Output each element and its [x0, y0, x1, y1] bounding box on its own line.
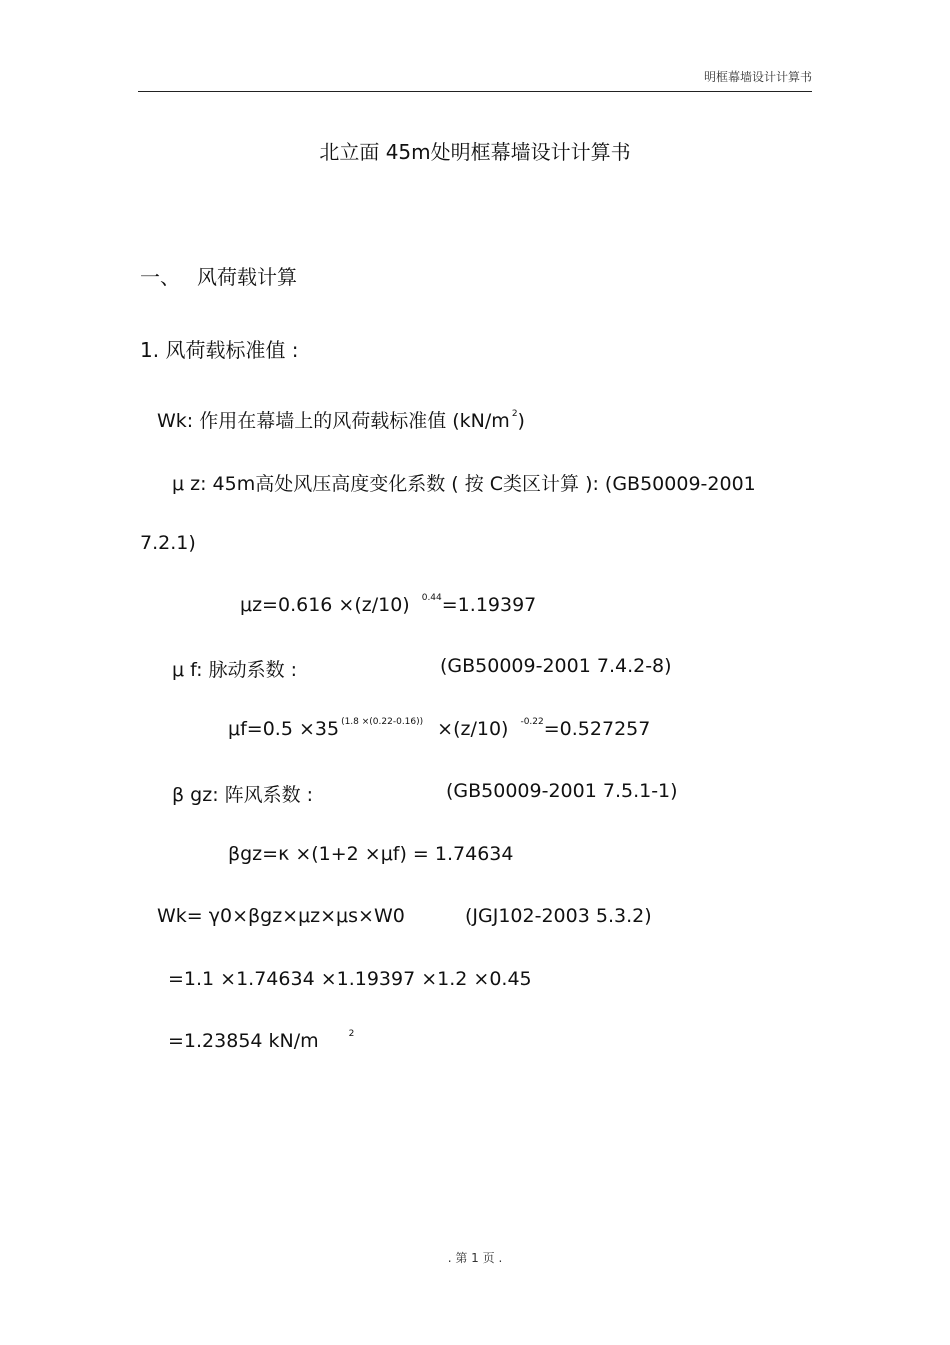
- wk-definition-text: Wk: 作用在幕墙上的风荷载标准值 (kN/m: [157, 410, 510, 432]
- muz-formula-result: =1.19397: [441, 594, 537, 616]
- document-title: 北立面 45m处明框幕墙设计计算书: [319, 140, 631, 164]
- wk-result-exponent: 2: [348, 1029, 355, 1039]
- muz-formula: [240, 594, 536, 616]
- muz-definition-continued: 7.2.1): [140, 532, 196, 554]
- muf-formula: [228, 718, 650, 740]
- wk-definition: [157, 406, 525, 433]
- muf-formula-base: μf=0.5 ×35: [228, 718, 340, 740]
- header-title: 明框幕墙设计计算书: [703, 70, 812, 84]
- wk-result: [168, 1030, 354, 1052]
- muf-formula-middle: ×(z/10): [437, 718, 509, 740]
- muf-formula-result: =0.527257: [543, 718, 651, 740]
- bgz-reference: (GB50009-2001 7.5.1-1): [446, 780, 678, 802]
- wk-definition-close: ): [517, 410, 525, 432]
- wk-formula: Wk= γ0×βgz×μz×μs×W0: [157, 905, 405, 927]
- wk-unit-exponent: 2: [511, 409, 518, 419]
- bgz-formula: βgz=κ ×(1+2 ×μf) = 1.74634: [228, 843, 514, 865]
- bgz-definition: β gz: 阵风系数 :: [172, 784, 314, 806]
- wk-result-value: =1.23854 kN/m: [168, 1030, 319, 1052]
- section-1-heading: 风荷载计算: [197, 265, 297, 289]
- wk-calculation: =1.1 ×1.74634 ×1.19397 ×1.2 ×0.45: [168, 968, 532, 990]
- page-footer: . 第 1 页 .: [447, 1251, 503, 1265]
- muf-formula-exponent-1: (1.8 ×(0.22-0.16)): [341, 717, 424, 727]
- muf-definition: μ f: 脉动系数 :: [172, 659, 298, 681]
- muf-formula-exponent-2: -0.22: [520, 717, 544, 727]
- muz-formula-exponent: 0.44: [421, 593, 442, 603]
- section-1-number: 一、: [140, 265, 180, 289]
- subsection-1-heading: 1. 风荷载标准值 :: [140, 338, 299, 362]
- wk-reference: (JGJ102-2003 5.3.2): [465, 905, 652, 927]
- muz-definition: μ z: 45m高处风压高度变化系数 ( 按 C类区计算 ): (GB50009-2001: [172, 473, 756, 495]
- muf-reference: (GB50009-2001 7.4.2-8): [440, 655, 672, 677]
- header-rule: [138, 91, 812, 92]
- muz-formula-base: μz=0.616 ×(z/10): [240, 594, 410, 616]
